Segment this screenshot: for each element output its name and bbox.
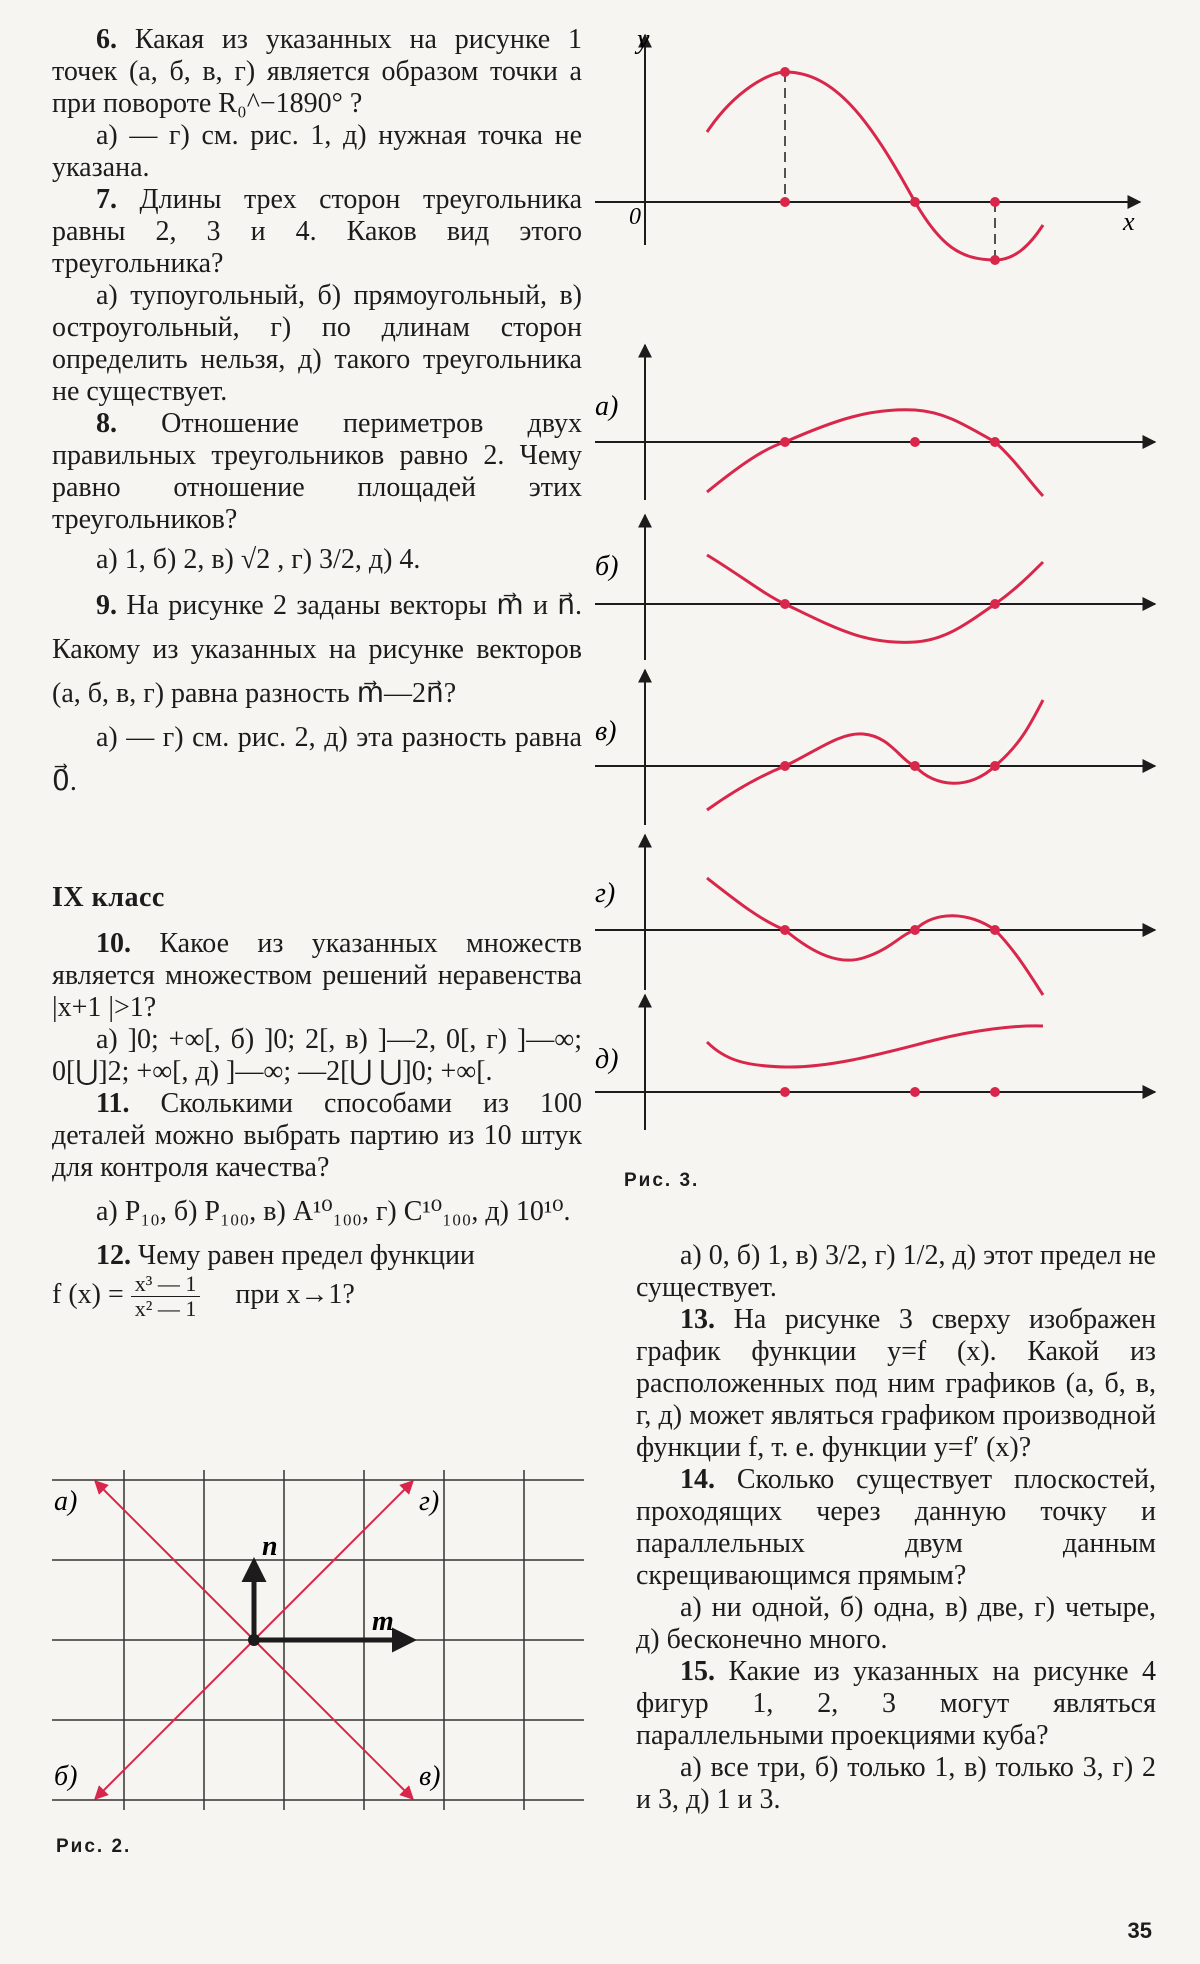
question-6: 6. Какая из указанных на рисунке 1 точек (а, б, в, г) является образом точки a при повороте R₀^−1890° ? xyxy=(52,24,583,119)
question-10: 10. Какое из указанных множеств является множеством решений неравенства |x+1 |>1? xyxy=(52,928,583,1023)
graph-a xyxy=(595,345,1155,500)
answers-6: а) — г) см. рис. 1, д) нужная точка не указана. xyxy=(52,120,582,183)
question-15: 15. Какие из указанных на рисунке 4 фигур 1, 2, 3 могут являться параллельными проекциями куба? xyxy=(636,1656,1157,1751)
right-column xyxy=(636,1240,1156,1816)
label-b: б) xyxy=(54,1761,78,1792)
label-v: в) xyxy=(595,716,617,747)
question-11: 11. Сколькими способами из 100 деталей можно выбрать партию из 10 штук для контроля качества? xyxy=(52,1088,582,1183)
answers-8: а) 1, б) 2, в) √2 , г) 3/2, д) 4. xyxy=(96,544,421,575)
answers-10: а) ]0; +∞[, б) ]0; 2[, в) ]—2, 0[, г) ]—∞; 0[⋃]2; +∞[, д) ]—∞; —2[⋃ ⋃]0; +∞[. xyxy=(52,1024,582,1087)
label-a: а) xyxy=(595,391,619,422)
question-13: 13. На рисунке 3 сверху изображен график функции y=f (x). Какой из расположенных под ним графиков (а, б, в, г, д) может являться графиком производной функции f, т. е. функции y=f′ (x)? xyxy=(636,1304,1156,1463)
axis-y-label: y xyxy=(637,24,650,55)
graph-f xyxy=(595,24,1140,265)
question-14: 14. Сколько существует плоскостей, проходящих через данную точку и параллельных двум данным скрещивающимся прямым? xyxy=(636,1464,1156,1591)
question-8: 8. Отношение периметров двух правильных треугольников равно 2. Чему равно отношение площадей этих треугольников? xyxy=(52,408,582,535)
question-7: 7. Длины трех сторон треугольника равны 2, 3 и 4. Каков вид этого треугольника? xyxy=(52,184,582,279)
label-g: г) xyxy=(419,1486,440,1517)
label-vec-m: m⃗ xyxy=(372,1606,416,1637)
label-a: а) xyxy=(54,1486,78,1517)
answers-11: а) P₁₀, б) P₁₀₀, в) A¹⁰₁₀₀, г) C¹⁰₁₀₀, д) 10¹⁰. xyxy=(96,1196,571,1227)
origin-label: 0 xyxy=(629,204,641,230)
vector-v xyxy=(254,1640,412,1798)
left-column xyxy=(52,24,582,1321)
answers-14: а) ни одной, б) одна, в) две, г) четыре, д) бесконечно много. xyxy=(636,1592,1156,1655)
label-g: г) xyxy=(595,878,616,909)
graph-g xyxy=(595,835,1155,995)
question-12: 12. Чему равен предел функции f (x) = $\frac{\text{x³ — 1}}{\text{x² — 1}}$ при x→1? xyxy=(52,1240,475,1321)
answers-9: а) — г) см. рис. 2, д) эта разность равна 0⃗. xyxy=(52,722,582,797)
figure-3-graphs xyxy=(595,20,1185,1140)
figure-2-caption: Рис. 2. xyxy=(56,1836,132,1857)
fraction: $\frac{\text{x³ — 1}}{\text{x² — 1}}$ xyxy=(131,1272,201,1321)
label-b: б) xyxy=(595,551,619,582)
section-heading: IX класс xyxy=(52,882,165,913)
figure-3-caption: Рис. 3. xyxy=(624,1170,700,1191)
label-d: д) xyxy=(595,1044,619,1075)
graph-d xyxy=(595,995,1155,1130)
graph-b xyxy=(595,515,1155,660)
label-vec-n: n⃗ xyxy=(262,1531,300,1562)
graph-v xyxy=(595,670,1155,825)
question-9: 9. На рисунке 2 заданы векторы m⃗ и n⃗. Какому из указанных на рисунке векторов (а, б, в, г) равна разность m⃗—2n⃗? xyxy=(52,590,582,709)
answers-15: а) все три, б) только 1, в) только 3, г) 2 и 3, д) 1 и 3. xyxy=(636,1752,1156,1815)
vector-a xyxy=(96,1482,254,1640)
figure-2-vector-grid xyxy=(44,1460,594,1820)
answers-12: а) 0, б) 1, в) 3/2, г) 1/2, д) этот предел не существует. xyxy=(636,1240,1156,1303)
answers-7: а) тупоугольный, б) прямоугольный, в) остроугольный, г) по длинам сторон определить нельзя, д) такого треугольника не существует. xyxy=(52,280,582,407)
axis-x-label: x xyxy=(1123,207,1135,236)
page-number: 35 xyxy=(1127,1918,1152,1943)
vector-b xyxy=(96,1640,254,1798)
label-v: в) xyxy=(419,1761,441,1792)
